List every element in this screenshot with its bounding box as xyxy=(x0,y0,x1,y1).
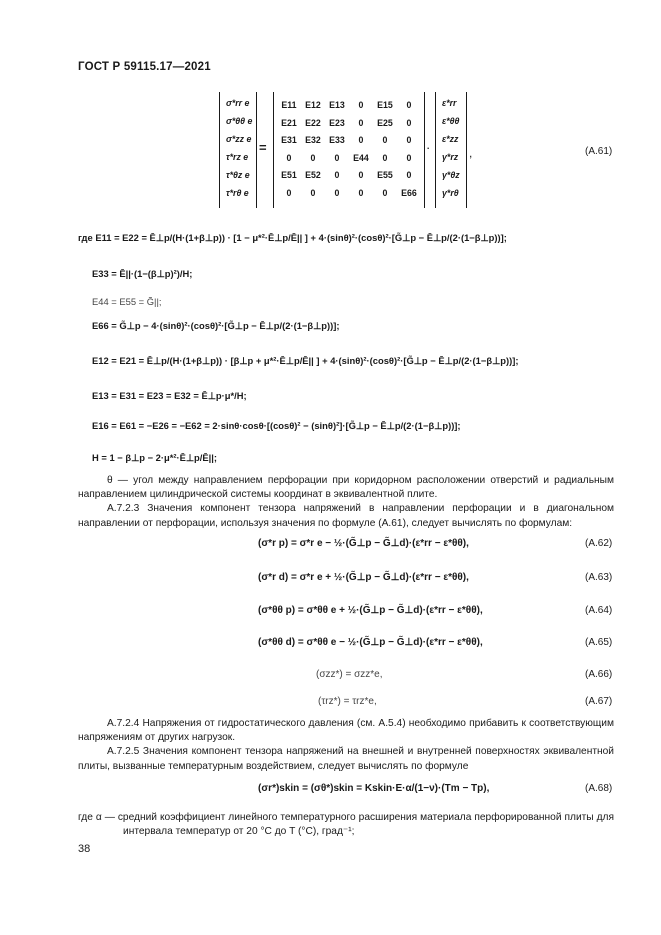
formula-a68: (σr*)skin = (σθ*)skin = Kskin·E·α/(1−ν)·(Tm − Tp), xyxy=(258,783,490,794)
matrix-cell: 0 xyxy=(406,135,412,145)
matrix-cell: 0 xyxy=(310,152,316,163)
stress-cell: τ*θz e xyxy=(226,170,250,180)
matrix-cell: 0 xyxy=(358,170,364,180)
text-block xyxy=(78,717,614,774)
theta-definition xyxy=(78,474,614,531)
stress-cell: τ*rz e xyxy=(226,152,249,162)
strain-cell: ε*rr xyxy=(442,98,457,108)
formula-a62: (σ*r p) = σ*r e − ½·(G̃⊥p − G̃⊥d)·(ε*rr − ε*θθ), xyxy=(258,538,469,549)
matrix-cell: E52 xyxy=(305,170,321,180)
matrix-cell: 0 xyxy=(286,187,292,198)
matrix-cell: 0 xyxy=(358,117,364,128)
equation-number: (А.65) xyxy=(585,637,613,648)
matrix-cell: E11 xyxy=(281,100,297,110)
definition-line: E44 = E55 = G̃||; xyxy=(92,296,162,307)
definition-line: E66 = G̃⊥p − 4·(sinθ)²·(cosθ)²·[G̃⊥p − Ē⊥p/(2·(1−β⊥p))]; xyxy=(92,320,340,331)
alpha-definition xyxy=(78,811,614,839)
stiffness-matrix xyxy=(273,92,425,208)
paragraph: А.7.2.5 Значения компонент тензора напряжений на внешней и внутренней поверхностях эквивалентной плиты, вызванные температурным воздействием, следует вычислять по формуле xyxy=(78,746,614,772)
matrix-cell: 0 xyxy=(358,100,364,110)
matrix-cell: 0 xyxy=(334,152,340,163)
comma: , xyxy=(469,146,473,160)
equation-number: (А.67) xyxy=(585,696,613,707)
document-code: ГОСТ Р 59115.17—2021 xyxy=(78,61,211,73)
page-number: 38 xyxy=(78,843,91,855)
equation-number: (А.66) xyxy=(585,669,613,680)
formula-a66: (σzz*) = σzz*e, xyxy=(316,669,383,680)
stress-cell: σ*zz e xyxy=(226,134,252,144)
matrix-cell: 0 xyxy=(334,170,340,180)
matrix-cell: E55 xyxy=(377,170,393,180)
matrix-cell: 0 xyxy=(334,187,340,198)
matrix-cell: E21 xyxy=(281,117,297,128)
matrix-cell: E22 xyxy=(305,117,321,128)
paragraph: где α — средний коэффициент линейного температурного расширения материала перфорированной плиты для интервала температур от 20 °С до T (°С), град⁻¹; xyxy=(78,812,614,838)
strain-cell: γ*θz xyxy=(442,170,460,180)
matrix-cell: 0 xyxy=(382,135,388,145)
matrix-cell: E12 xyxy=(305,100,321,110)
stress-cell: σ*θθ e xyxy=(226,116,253,126)
equation-number: (А.64) xyxy=(585,605,613,616)
matrix-cell: E32 xyxy=(305,135,321,145)
equation-number: (А.62) xyxy=(585,538,613,549)
paragraph: А.7.2.3 Значения компонент тензора напряжений в направлении перфорации и в диагональном направлении от перфорации, используя значения по формуле (А.61), следует вычислять по формулам: xyxy=(78,503,614,529)
definition-line: E33 = Ē||·(1−(β⊥p)²)/H; xyxy=(92,268,193,279)
matrix-cell: E66 xyxy=(401,187,417,198)
matrix-cell: E23 xyxy=(329,117,345,128)
stress-cell: σ*rr e xyxy=(226,98,250,108)
equation-number: (А.61) xyxy=(585,146,613,157)
matrix-cell: 0 xyxy=(382,187,388,198)
matrix-cell: 0 xyxy=(382,152,388,163)
definition-line: E13 = E31 = E23 = E32 = Ē⊥p·μ*/H; xyxy=(92,390,247,401)
matrix-cell: E31 xyxy=(281,135,297,145)
formula-a65: (σ*θθ d) = σ*θθ e − ½·(G̃⊥p − G̃⊥d)·(ε*rr − ε*θθ), xyxy=(258,637,483,648)
matrix-cell: E13 xyxy=(329,100,345,110)
matrix-cell: 0 xyxy=(406,152,412,163)
definition-line: H = 1 − β⊥p − 2·μ*²·Ē⊥p/Ē||; xyxy=(92,452,217,463)
paragraph: А.7.2.4 Напряжения от гидростатического давления (см. А.5.4) необходимо прибавить к соответствующим напряжениям от других нагрузок. xyxy=(78,718,614,744)
equation-number: (А.63) xyxy=(585,572,613,583)
matrix-cell: E15 xyxy=(377,100,393,110)
matrix-cell: 0 xyxy=(286,152,292,163)
definition-line: где E11 = E22 = Ē⊥p/(H·(1+β⊥p)) · [1 − μ*²·Ē⊥p/Ē|| ] + 4·(sinθ)²·(cosθ)²·[G̃⊥p − Ē⊥p/(2·(1−β⊥p))]; xyxy=(78,232,507,243)
strain-cell: γ*rz xyxy=(442,152,459,162)
formula-a63: (σ*r d) = σ*r e + ½·(G̃⊥p − G̃⊥d)·(ε*rr − ε*θθ), xyxy=(258,572,469,583)
matrix-cell: 0 xyxy=(358,135,364,145)
stress-cell: τ*rθ e xyxy=(226,188,249,198)
definition-line: E16 = E61 = −E26 = −E62 = 2·sinθ·cosθ·[(cosθ)² − (sinθ)²]·[G̃⊥p − Ē⊥p/(2·(1−β⊥p))]; xyxy=(92,420,461,431)
formula-a64: (σ*θθ p) = σ*θθ e + ½·(G̃⊥p − G̃⊥d)·(ε*rr − ε*θθ), xyxy=(258,605,483,616)
strain-vector xyxy=(435,92,467,208)
formula-a67: (τrz*) = τrz*e, xyxy=(318,696,377,707)
matrix-cell: 0 xyxy=(406,117,412,128)
strain-cell: ε*θθ xyxy=(442,116,460,126)
matrix-cell: E44 xyxy=(353,152,369,163)
matrix-cell: 0 xyxy=(358,187,364,198)
stress-vector xyxy=(219,92,257,208)
matrix-cell: 0 xyxy=(310,187,316,198)
equation-number: (А.68) xyxy=(585,783,613,794)
strain-cell: ε*zz xyxy=(442,134,459,144)
matrix-cell: E51 xyxy=(281,170,297,180)
matrix-cell: E33 xyxy=(329,135,345,145)
definition-line: E12 = E21 = Ē⊥p/(H·(1+β⊥p)) · [β⊥p + μ*²·Ē⊥p/Ē|| ] + 4·(sinθ)²·(cosθ)²·[G̃⊥p − Ē⊥p/(2·(1−β⊥p))]; xyxy=(92,355,519,366)
strain-cell: γ*rθ xyxy=(442,188,459,198)
equals-sign: = xyxy=(259,140,267,155)
matrix-equation xyxy=(219,92,479,210)
matrix-cell: E25 xyxy=(377,117,393,128)
multiply-dot: · xyxy=(426,140,431,155)
paragraph: θ — угол между направлением перфорации при коридорном расположении отверстий и радиальным направлением цилиндрической системы координат в эквивалентной плите. xyxy=(78,475,614,501)
matrix-cell: 0 xyxy=(406,100,412,110)
matrix-cell: 0 xyxy=(406,170,412,180)
